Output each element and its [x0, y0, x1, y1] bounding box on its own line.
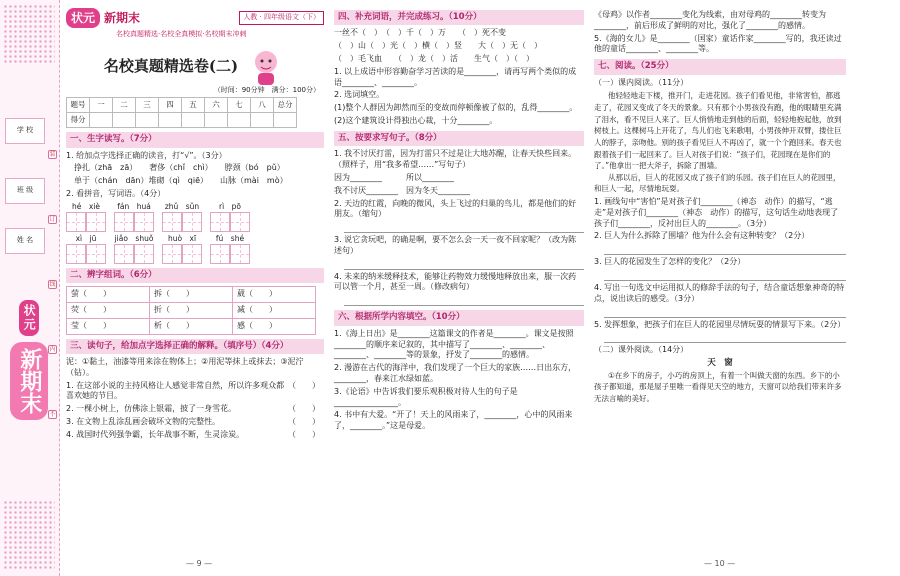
question-1-1: 1. 给加点字选择正确的读音，打“√”。（3分） — [66, 150, 227, 160]
question-1-2: 2. 看拼音，写词语。（4分） — [66, 188, 166, 198]
word-group-cell[interactable]: 荧（ ） — [67, 302, 150, 318]
score-header-cell: 八 — [251, 98, 274, 113]
page-title: 名校真题精选卷(二) — [103, 56, 239, 75]
score-header-cell: 三 — [136, 98, 159, 113]
side-logo-badge: 状元 — [19, 300, 39, 336]
word-group-table — [66, 286, 316, 334]
sentence-question: 4. 未来的纳米缓释技术，能够让药物效力缓慢地释放出来，服一次药可以管一个月，甚至一周。（修改病句） — [334, 271, 577, 292]
idiom-question: 2. 选词填空。 — [334, 90, 385, 100]
idiom-fill-row[interactable]: （ ）毛飞血 （ ）龙（ ）活 生气（ ）（ ） — [334, 54, 534, 64]
fill-question: 2. 漫游在古代的海洋中，我们发现了一个巨大的家族……日出东方，________，春来江水绿如蓝。 — [334, 363, 577, 383]
definition-question — [66, 430, 324, 441]
pinyin-word-cell — [162, 234, 202, 264]
reading-question: 3. 巨人的花园发生了怎样的变化？（2分） — [594, 257, 746, 267]
word-group-cell[interactable]: 葳（ ） — [233, 287, 316, 303]
page-number-right: — 10 — — [704, 559, 736, 569]
dot-pattern-top — [3, 4, 55, 64]
word-group-cell[interactable]: 莹（ ） — [67, 318, 150, 334]
class-field[interactable]: 班 级 — [5, 178, 45, 204]
score-table — [66, 97, 297, 128]
writing-boxes[interactable] — [114, 244, 154, 264]
pinyin-label: xì jū — [75, 233, 97, 243]
column-3 — [594, 0, 846, 576]
score-header-cell: 一 — [90, 98, 113, 113]
answer-bracket[interactable]: （ ） — [288, 404, 320, 414]
exam-time: （时间：90分钟 满分：100分） — [213, 85, 320, 94]
side-logo-title: 新期末 — [10, 342, 48, 420]
answer-line[interactable] — [344, 295, 584, 306]
writing-boxes[interactable] — [66, 244, 106, 264]
pinyin-word-cell — [66, 202, 106, 232]
sentence-question: 1. 我不讨厌打雷，因为打雷只不过是让大地苏醒，让春天快些回来。（照样子，用“我多希望……”写句子） — [334, 149, 577, 170]
question-text: 2. 一棵小树上，仿佛涂上银霜，披了一身雪花。 — [66, 404, 237, 414]
side-logo — [12, 300, 46, 450]
definition-question — [66, 381, 324, 403]
fill-question: 4. 书中有大爱。“开了！天上的风雨来了，________，心中的风雨来了，________。”这是母爱。 — [334, 410, 573, 431]
reading-question: 4. 写出一句选文中运用拟人的修辞手法的句子，结合童话想象神奇的特点，说出读后的感受。（3分） — [594, 283, 845, 303]
score-header-cell: 五 — [182, 98, 205, 113]
answer-bracket[interactable]: （ ） — [288, 429, 320, 439]
answer-bracket[interactable]: （ ） — [288, 380, 320, 390]
writing-boxes[interactable] — [162, 212, 202, 232]
score-header-cell: 二 — [113, 98, 136, 113]
name-field[interactable]: 姓 名 — [5, 228, 45, 254]
sentence-question: 3. 说它贪玩吧，的确是啊，要不怎么会一天一夜不回家呢？（改为陈述句） — [334, 235, 577, 255]
score-header-cell: 题号 — [67, 98, 90, 113]
pinyin-word-cell — [114, 202, 154, 232]
section-3-title: 三、读句子，给加点字选择正确的解释。（填序号）（4分） — [66, 339, 324, 354]
reading-question: 5. 发挥想象，把孩子们在巨人的花园里尽情玩耍的情景写下来。（2分） — [594, 319, 846, 329]
fill-question: 1.《海上日出》是________这篇课文的作者是________。课文是按照________的顺序来记叙的，其中描写了________、________、________、________等的景象，抒发了________的感情。 — [334, 328, 574, 360]
pinyin-label: hé xiè — [71, 201, 100, 211]
answer-line[interactable] — [604, 270, 846, 281]
pinyin-label: huò xī — [167, 233, 197, 243]
pinyin-word-cell — [114, 234, 154, 264]
score-input-cell[interactable] — [274, 113, 297, 128]
column-2 — [334, 0, 584, 576]
pinyin-choice-row[interactable]: 单于（chán dān）堆砌（qì qiē） 山脉（mài mò） — [74, 176, 288, 186]
binding-hole: 装 — [49, 151, 56, 158]
dot-pattern-bottom — [3, 500, 55, 570]
reading-1-subtitle: （一）课内阅读。（11分） — [594, 77, 689, 87]
school-field[interactable]: 学 校 — [5, 118, 45, 144]
writing-boxes[interactable] — [210, 212, 250, 232]
word-group-cell[interactable]: 析（ ） — [150, 318, 233, 334]
score-header-cell: 总分 — [274, 98, 297, 113]
edition-label: 人教 · 四年级语文（下） — [239, 11, 324, 24]
definition-intro: 泥：①黏土，油漆等用来涂在物体上；②用泥等抹上或抹去；③泥泞（钻）。 — [66, 357, 304, 377]
score-input-cell[interactable] — [182, 113, 205, 128]
binding-strip — [0, 0, 60, 576]
section-4-title: 四、补充词语，并完成练习。（10分） — [334, 10, 584, 25]
answer-line[interactable] — [344, 222, 584, 233]
score-input-cell[interactable] — [90, 113, 113, 128]
pinyin-word-cell — [66, 234, 106, 264]
header-brand — [66, 8, 324, 28]
section-5-title: 五、按要求写句子。（8分） — [334, 131, 584, 146]
mascot-icon — [246, 46, 286, 86]
pinyin-label: fú shé — [215, 233, 245, 243]
word-group-cell[interactable]: 拆（ ） — [150, 287, 233, 303]
score-label-cell: 得分 — [67, 113, 90, 128]
page-number-left: — 9 — — [186, 559, 213, 569]
fill-question: 《母鸡》以作者________变化为线索，由对母鸡的________转变为________，前后形成了鲜明的对比，强化了________的感情。 — [594, 10, 826, 30]
fill-question: 5.《海的女儿》是________（国家）童话作家________写的，我还读过他的童话________、________等。 — [594, 33, 842, 54]
fill-question: 3.《论语》中告诉我们要乐观积极对待人生的句子是________________。 — [334, 386, 518, 407]
reading-passage: 他轻轻地走下楼，推开门，走进花园。孩子们看见他，非常害怕，都逃走了，花园又变成了冬天的景象。只有那个小男孩没有跑，他的眼睛里充满了泪水，看不见巨人来了。巨人悄悄地走到他的后面，轻轻地抱起他，放到树枝上。这棵树马上开花了，鸟儿们也飞来歌唱，小男孩伸开双臂，搂住巨人的脖子，亲吻他。别的孩子看见巨人不再凶了，就一个个跑回来。春天也跟着孩子们一起回来了。巨人对孩子们说：“孩子们，花园现在是你们的了。”他拿出一把大斧子，拆除了围墙。 — [594, 91, 842, 171]
word-group-cell[interactable]: 感（ ） — [233, 318, 316, 334]
sentence-question: 2. 天边的红霞，向晚的微风，头上飞过的归巢的鸟儿，都是他们的好朋友。（缩句） — [334, 198, 577, 219]
reading-question: 2. 巨人为什么拆除了围墙？他为什么会有这种转变？（2分） — [594, 231, 810, 241]
idiom-fill-row[interactable]: （ ）山（ ）光（ ）横（ ）竖 大（ ）无（ ） — [334, 41, 542, 51]
reading-question: 1. 画线句中“害怕”是对孩子们________（神态 动作）的描写，“逃走”是对孩子们________（神态 动作）的描写，这句话生动地表现了孩子们________，反衬出巨人的________。（3分） — [594, 197, 839, 228]
score-header-cell: 六 — [205, 98, 228, 113]
definition-question — [66, 404, 324, 415]
tagline: 名校真题精选·名校全真模拟·名校期末冲刺 — [116, 30, 247, 39]
sentence-question: 我不讨厌________ 因为冬天________ — [334, 185, 470, 195]
pinyin-word-cell — [162, 202, 202, 232]
idiom-fill-row[interactable]: 一丝不（ ） （ ）千（ ）万 （ ）死不变 — [334, 28, 506, 38]
score-input-cell[interactable] — [228, 113, 251, 128]
binding-hole: 订 — [49, 216, 56, 223]
reading-2-subtitle: （二）课外阅读。（14分） — [594, 345, 689, 355]
binding-hole: 内 — [49, 346, 56, 353]
answer-line[interactable] — [604, 332, 846, 343]
reading-passage-2: 从那以后，巨人的花园又成了孩子们的乐园。孩子们在巨人的花园里，和巨人一起，尽情地玩耍。 — [594, 172, 841, 194]
word-group-cell[interactable]: 萤（ ） — [67, 287, 150, 303]
pinyin-label: rì pō — [218, 201, 242, 211]
brand-badge: 状元 — [66, 8, 100, 28]
section-6-title: 六、根据所学内容填空。（10分） — [334, 310, 584, 325]
brand-name: 新期末 — [104, 11, 141, 25]
answer-line[interactable] — [604, 244, 846, 255]
score-header-cell: 四 — [159, 98, 182, 113]
question-text: 3. 在文物上乱涂乱画会破坏文物的完整性。 — [66, 417, 221, 427]
pinyin-label: fán huá — [117, 201, 151, 211]
writing-boxes[interactable] — [210, 244, 250, 264]
binding-hole: 不 — [49, 411, 56, 418]
writing-boxes[interactable] — [114, 212, 154, 232]
story-title: 天 窗 — [707, 358, 733, 369]
section-7-title: 七、阅读。（25分） — [594, 59, 846, 74]
idiom-question: 1. 以上成语中形容勤奋学习苦读的是________，请再写两个类似的成语________、________。 — [334, 66, 577, 87]
score-input-cell[interactable] — [159, 113, 182, 128]
writing-boxes[interactable] — [162, 244, 202, 264]
pinyin-choice-row[interactable]: 挣扎（zhā zā） 奢侈（chǐ chì） 脖颈（bó pǔ） — [74, 163, 285, 173]
pinyin-label: jiǎo shuǒ — [114, 233, 154, 243]
idiom-question: (1)整个人群因为卸然而至的变故而停顿像被了似的，乱得________。 — [334, 103, 578, 113]
answer-bracket[interactable]: （ ） — [288, 417, 320, 427]
score-input-cell[interactable] — [113, 113, 136, 128]
answer-line[interactable] — [344, 259, 584, 270]
pinyin-word-cell — [210, 234, 250, 264]
writing-boxes[interactable] — [66, 212, 106, 232]
idiom-question: (2)这个建筑设计得独出心裁，十分________。 — [334, 116, 498, 126]
score-input-cell[interactable] — [205, 113, 228, 128]
section-1-title: 一、生字读写。（7分） — [66, 132, 324, 147]
score-input-cell[interactable] — [251, 113, 274, 128]
binding-hole: 线 — [49, 281, 56, 288]
word-group-cell[interactable]: 折（ ） — [150, 302, 233, 318]
definition-question — [66, 417, 324, 428]
sentence-question: 因为________ 所以________ — [334, 172, 454, 182]
question-text: 4. 战国时代列强争霸，长年战事不断，生灵涂炭。 — [66, 429, 245, 439]
section-2-title: 二、辨字组词。（6分） — [66, 268, 324, 283]
question-text: 1. 在这部小说的主持风格让人感觉非常自然，所以许多观众都喜欢她的节目。 — [66, 380, 285, 401]
pinyin-label: zhǔ sǔn — [164, 201, 200, 211]
word-group-cell[interactable]: 减（ ） — [233, 302, 316, 318]
story-text: ①在乡下的房子，小巧的房顶上，有着一个叫做天窗的东西。乡下的小孩子都知道，那是屋子里唯一看得见天空的地方，天窗可以给我们带来许多无法言喻的美好。 — [594, 370, 842, 403]
score-input-cell[interactable] — [136, 113, 159, 128]
answer-line[interactable] — [604, 307, 846, 318]
score-header-cell: 七 — [228, 98, 251, 113]
column-1 — [66, 0, 324, 576]
pinyin-word-cell — [210, 202, 250, 232]
